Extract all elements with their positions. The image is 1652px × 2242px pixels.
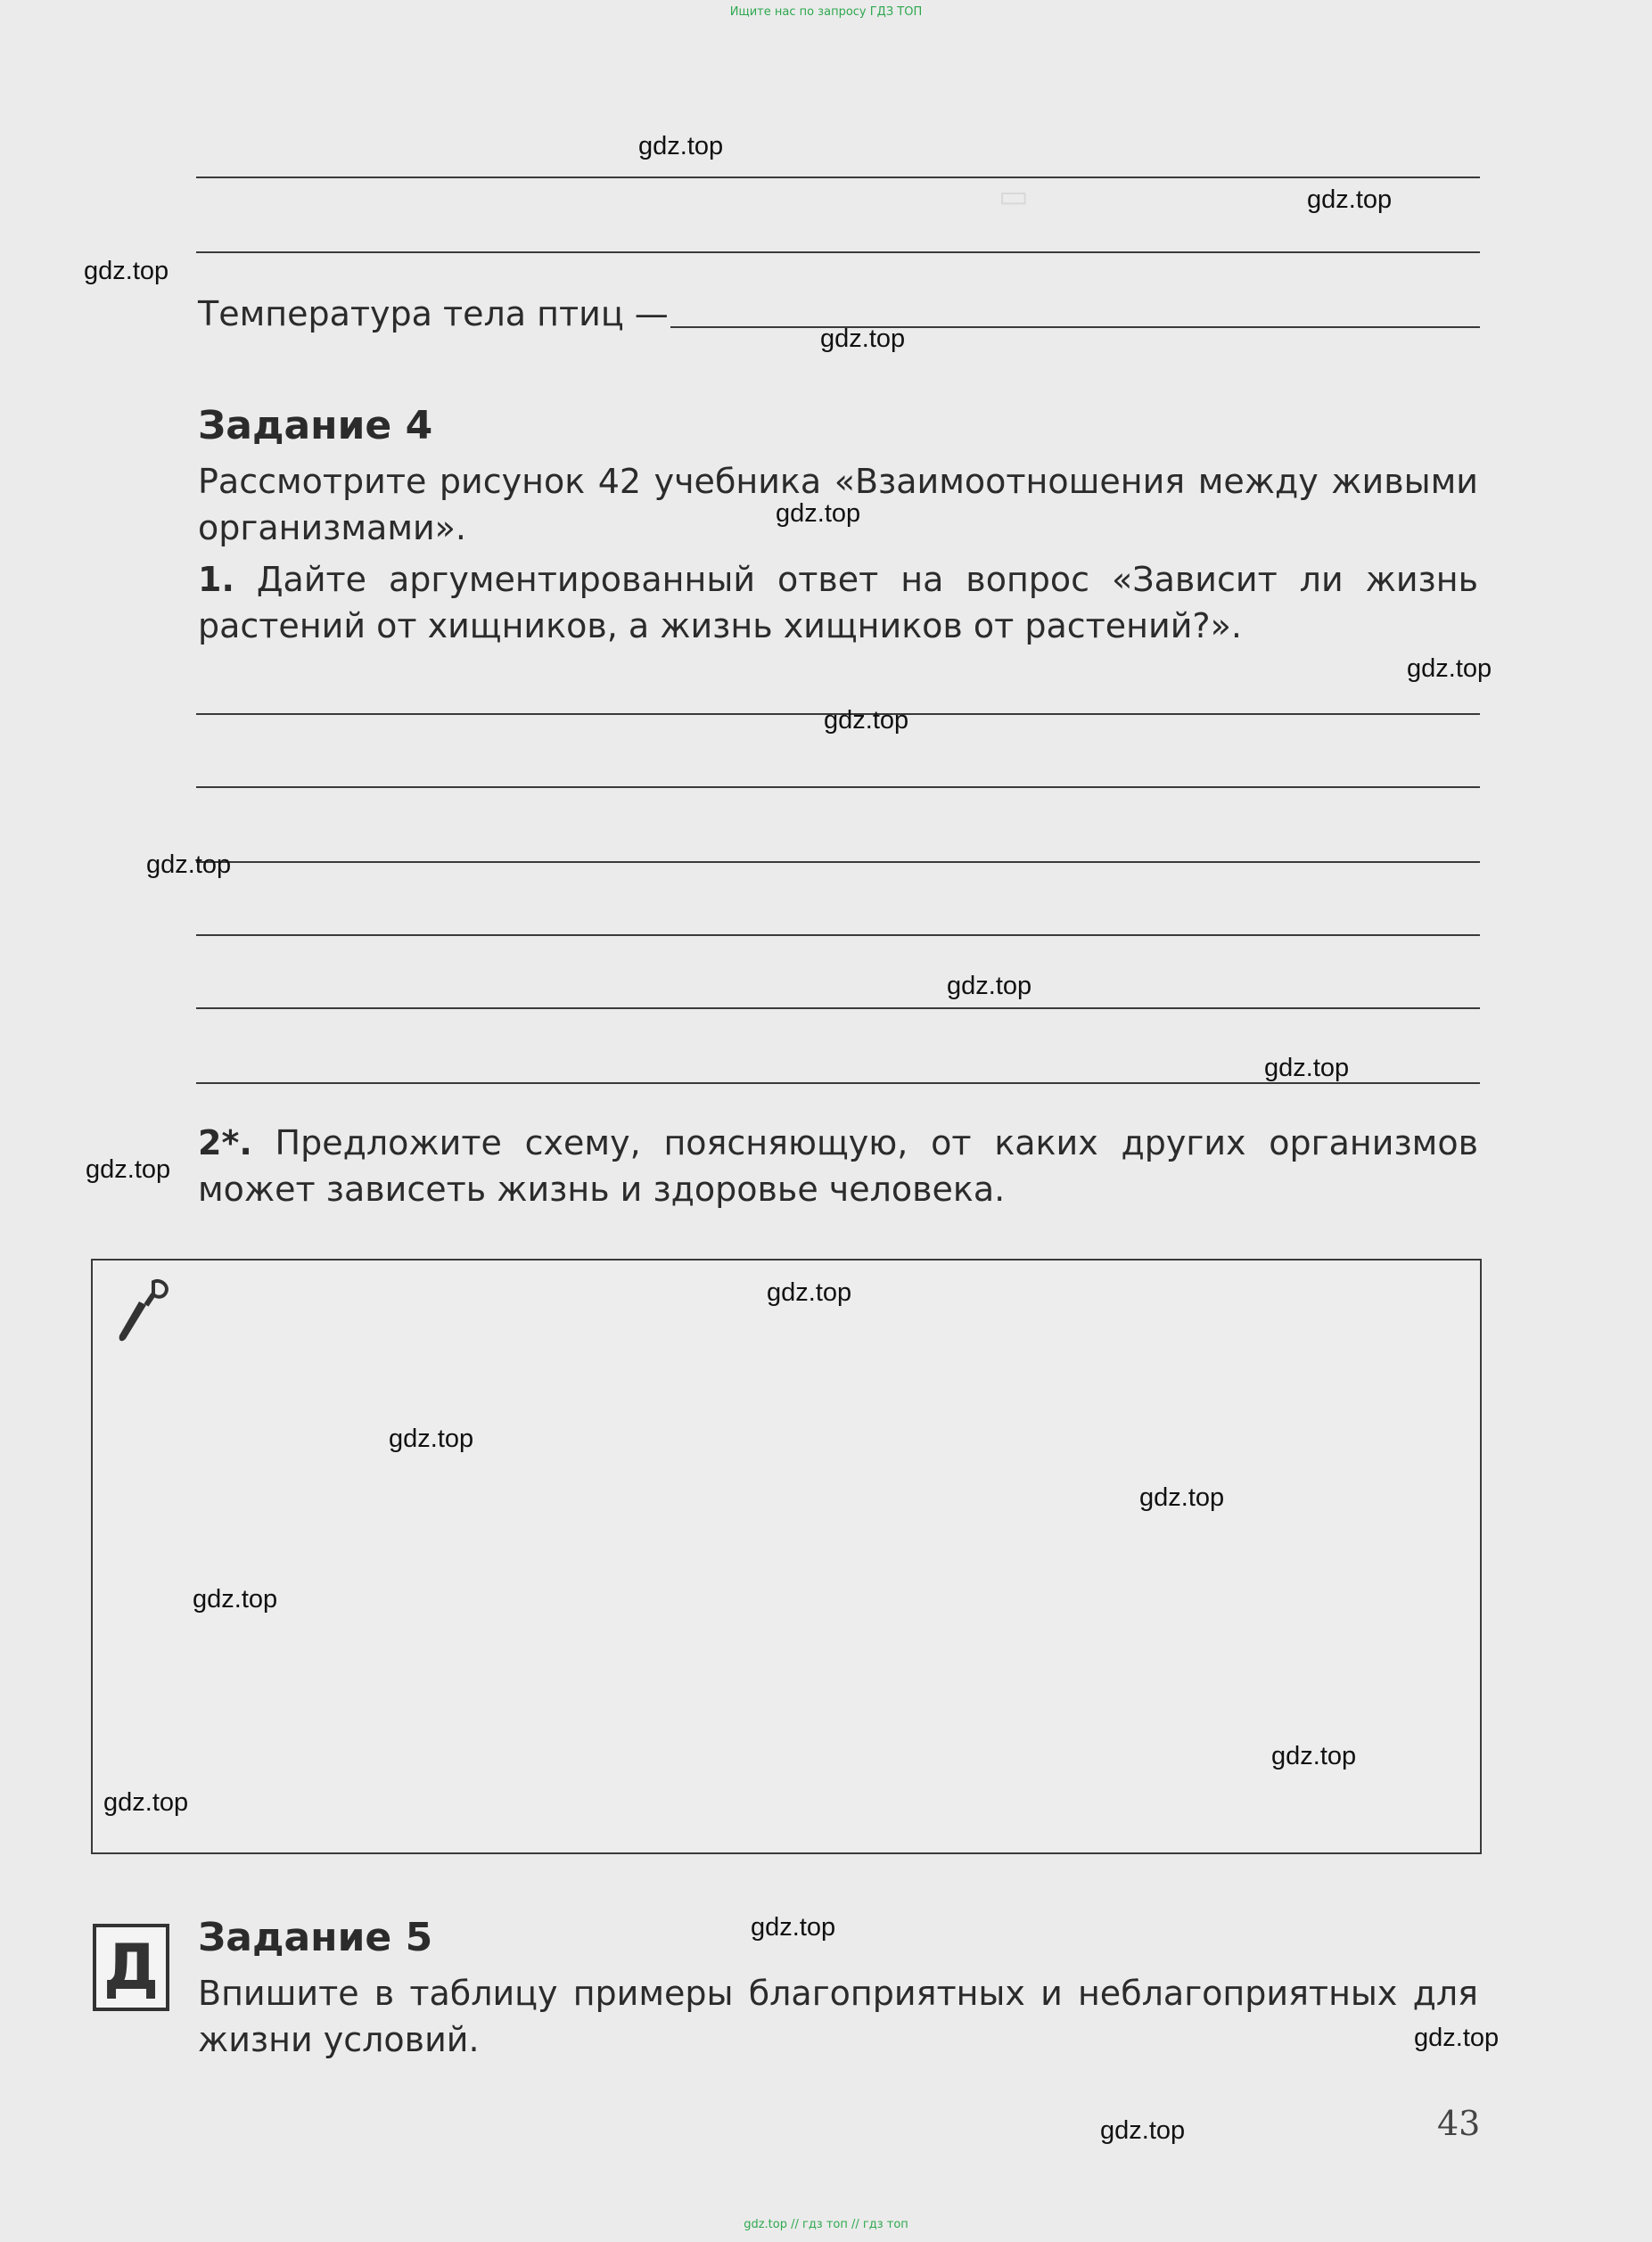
watermark: gdz.top <box>776 499 861 528</box>
answer-line[interactable] <box>196 786 1480 788</box>
answer-line[interactable] <box>196 934 1480 936</box>
task4-title: Задание 4 <box>198 403 433 448</box>
task5-title: Задание 5 <box>198 1915 433 1960</box>
page-number: 43 <box>1437 2104 1481 2143</box>
question2-text: Предложите схему, поясняющую, от каких других организмов может зависеть жизнь и здоровье человека. <box>198 1123 1478 1209</box>
answer-line[interactable] <box>196 1007 1480 1009</box>
task4-question2 <box>198 1120 1478 1212</box>
task4-intro: Рассмотрите рисунок 42 учебника «Взаимоотношения между живыми организмами». <box>198 462 1478 547</box>
paintbrush-icon <box>114 1278 171 1348</box>
watermark: gdz.top <box>1139 1483 1225 1512</box>
watermark: gdz.top <box>820 324 906 353</box>
question2-number: 2*. <box>198 1123 252 1162</box>
temperature-prompt: Температура тела птиц — <box>198 294 669 333</box>
task4-question1 <box>198 556 1478 649</box>
question1-text: Дайте аргументированный ответ на вопрос «Зависит ли жизнь растений от хищников, а жизнь хищников от растений?». <box>198 560 1478 645</box>
watermark: gdz.top <box>824 706 909 735</box>
watermark: gdz.top <box>1264 1054 1350 1082</box>
watermark: gdz.top <box>1407 654 1492 683</box>
watermark: gdz.top <box>193 1585 278 1614</box>
watermark: gdz.top <box>947 972 1032 1000</box>
watermark: gdz.top <box>1414 2024 1500 2052</box>
watermark: gdz.top <box>146 850 232 879</box>
watermark: gdz.top <box>1271 1742 1357 1770</box>
watermark: gdz.top <box>389 1425 474 1453</box>
watermark: gdz.top <box>638 132 724 160</box>
header-note: Ищите нас по запросу ГДЗ ТОП <box>729 5 923 19</box>
watermark: gdz.top <box>84 257 169 285</box>
temperature-answer-line[interactable] <box>670 326 1480 328</box>
footer-note: gdz.top // гдз топ // гдз топ <box>744 2218 908 2231</box>
answer-line[interactable] <box>196 861 1480 863</box>
task5-text: Впишите в таблицу примеры благоприятных и неблагоприятных для жизни условий. <box>198 1974 1478 2059</box>
watermark: gdz.top <box>86 1155 171 1184</box>
bleed-through: ▭ <box>999 178 1030 215</box>
question1-number: 1. <box>198 560 234 599</box>
watermark: gdz.top <box>751 1913 836 1942</box>
task5-badge: Д <box>93 1924 169 2011</box>
answer-line <box>196 177 1480 178</box>
answer-line <box>196 251 1480 253</box>
watermark: gdz.top <box>767 1278 852 1307</box>
watermark: gdz.top <box>103 1788 189 1817</box>
watermark: gdz.top <box>1100 2116 1186 2145</box>
watermark: gdz.top <box>1307 185 1393 214</box>
